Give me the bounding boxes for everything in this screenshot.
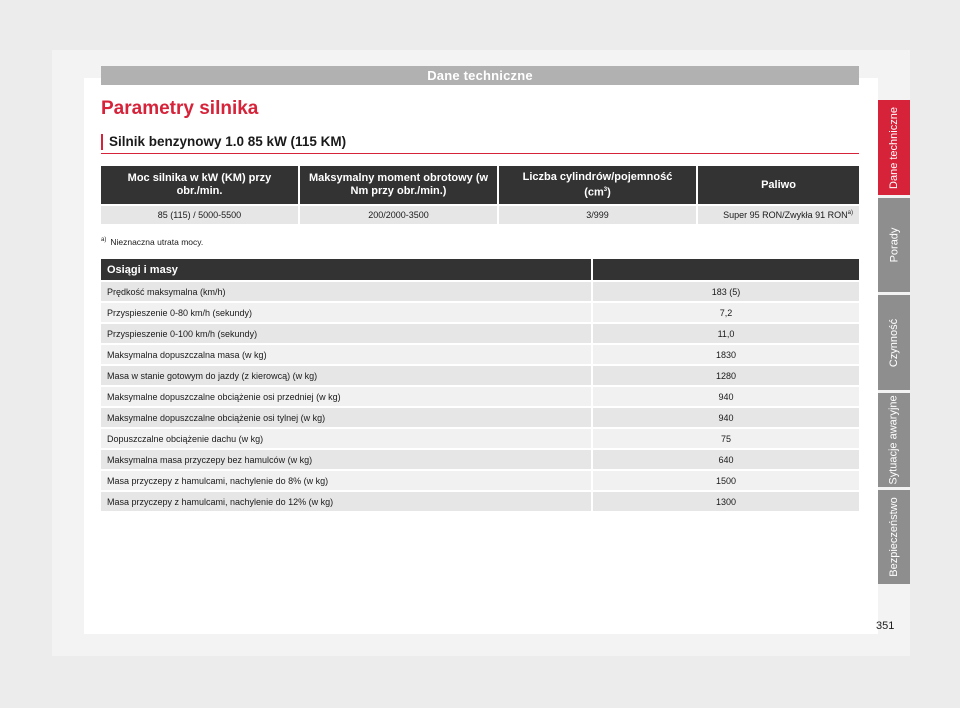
side-tab-0[interactable]	[878, 100, 910, 195]
performance-label: Maksymalne dopuszczalne obciążenie osi przedniej (w kg)	[101, 387, 591, 406]
performance-label: Masa przyczepy z hamulcami, nachylenie do 12% (w kg)	[101, 492, 591, 511]
side-tab-label: Porady	[888, 227, 901, 263]
side-tab-label: Sytuacje awaryjne	[888, 395, 900, 485]
performance-row	[101, 471, 859, 490]
performance-value: 1300	[593, 492, 859, 511]
performance-body	[101, 282, 859, 511]
engine-header-torque: Maksymalny moment obrotowy (w Nm przy obr./min.)	[300, 166, 497, 204]
engine-header-cylinders-text: Liczba cylindrów/pojemność	[522, 170, 673, 183]
performance-value: 640	[593, 450, 859, 469]
side-tab-label: Bezpieczeństwo	[888, 497, 900, 577]
page-number: 351	[876, 620, 895, 632]
performance-value: 940	[593, 387, 859, 406]
performance-label: Dopuszczalne obciążenie dachu (w kg)	[101, 429, 591, 448]
side-tab-3[interactable]	[878, 393, 910, 487]
side-tab-1[interactable]	[878, 198, 910, 292]
performance-label: Masa przyczepy z hamulcami, nachylenie do 8% (w kg)	[101, 471, 591, 490]
performance-label: Maksymalna masa przyczepy bez hamulców (w kg)	[101, 450, 591, 469]
footnote	[101, 237, 203, 247]
performance-label: Maksymalna dopuszczalna masa (w kg)	[101, 345, 591, 364]
performance-row	[101, 282, 859, 301]
performance-row	[101, 450, 859, 469]
engine-cell-fuel	[698, 206, 859, 224]
performance-value: 183 (5)	[593, 282, 859, 301]
performance-value: 1280	[593, 366, 859, 385]
engine-subtitle: Silnik benzynowy 1.0 85 kW (115 KM)	[101, 134, 346, 150]
engine-header-fuel: Paliwo	[698, 166, 859, 204]
performance-header: Osiągi i masy	[101, 259, 591, 280]
page-title: Parametry silnika	[101, 98, 259, 119]
performance-value: 1500	[593, 471, 859, 490]
engine-header-power: Moc silnika w kW (KM) przy obr./min.	[101, 166, 298, 204]
engine-cell-fuel-footnote-mark: a)	[847, 210, 853, 216]
performance-value: 7,2	[593, 303, 859, 322]
engine-cell-power: 85 (115) / 5000-5500	[101, 206, 298, 224]
performance-label: Przyspieszenie 0-80 km/h (sekundy)	[101, 303, 591, 322]
performance-table	[99, 257, 861, 513]
performance-row	[101, 345, 859, 364]
performance-label: Masa w stanie gotowym do jazdy (z kierowcą) (w kg)	[101, 366, 591, 385]
engine-table	[99, 164, 861, 226]
engine-table-row	[101, 206, 859, 224]
engine-header-cylinders: Liczba cylindrów/pojemność $(cm^3)$	[499, 166, 696, 204]
side-tab-4[interactable]	[878, 490, 910, 584]
performance-row	[101, 366, 859, 385]
performance-value: 940	[593, 408, 859, 427]
performance-row	[101, 303, 859, 322]
engine-header-cylinders-unit: cm	[587, 186, 604, 199]
engine-header-cylinders-unit-sup: 3	[603, 186, 608, 193]
engine-cell-fuel-text: Super 95 RON/Zwykła 91 RON	[723, 210, 848, 220]
footnote-text: Nieznaczna utrata mocy.	[110, 237, 204, 247]
side-tab-label: Czynność	[888, 318, 901, 367]
engine-table-header-row	[101, 166, 859, 204]
performance-row	[101, 408, 859, 427]
performance-header-empty	[593, 259, 859, 280]
section-header: Dane techniczne	[101, 66, 859, 85]
engine-cell-torque: 200/2000-3500	[300, 206, 497, 224]
performance-label: Maksymalne dopuszczalne obciążenie osi tylnej (w kg)	[101, 408, 591, 427]
performance-value: 11,0	[593, 324, 859, 343]
subtitle-divider	[101, 153, 859, 154]
performance-label: Przyspieszenie 0-100 km/h (sekundy)	[101, 324, 591, 343]
performance-header-row	[101, 259, 859, 280]
side-tab-label: Dane techniczne	[888, 106, 901, 189]
performance-row	[101, 387, 859, 406]
performance-value: 75	[593, 429, 859, 448]
performance-row	[101, 324, 859, 343]
performance-row	[101, 429, 859, 448]
side-tab-2[interactable]	[878, 295, 910, 390]
performance-label: Prędkość maksymalna (km/h)	[101, 282, 591, 301]
footnote-mark: a)	[101, 237, 107, 244]
engine-cell-cylinders: 3/999	[499, 206, 696, 224]
performance-row	[101, 492, 859, 511]
performance-value: 1830	[593, 345, 859, 364]
